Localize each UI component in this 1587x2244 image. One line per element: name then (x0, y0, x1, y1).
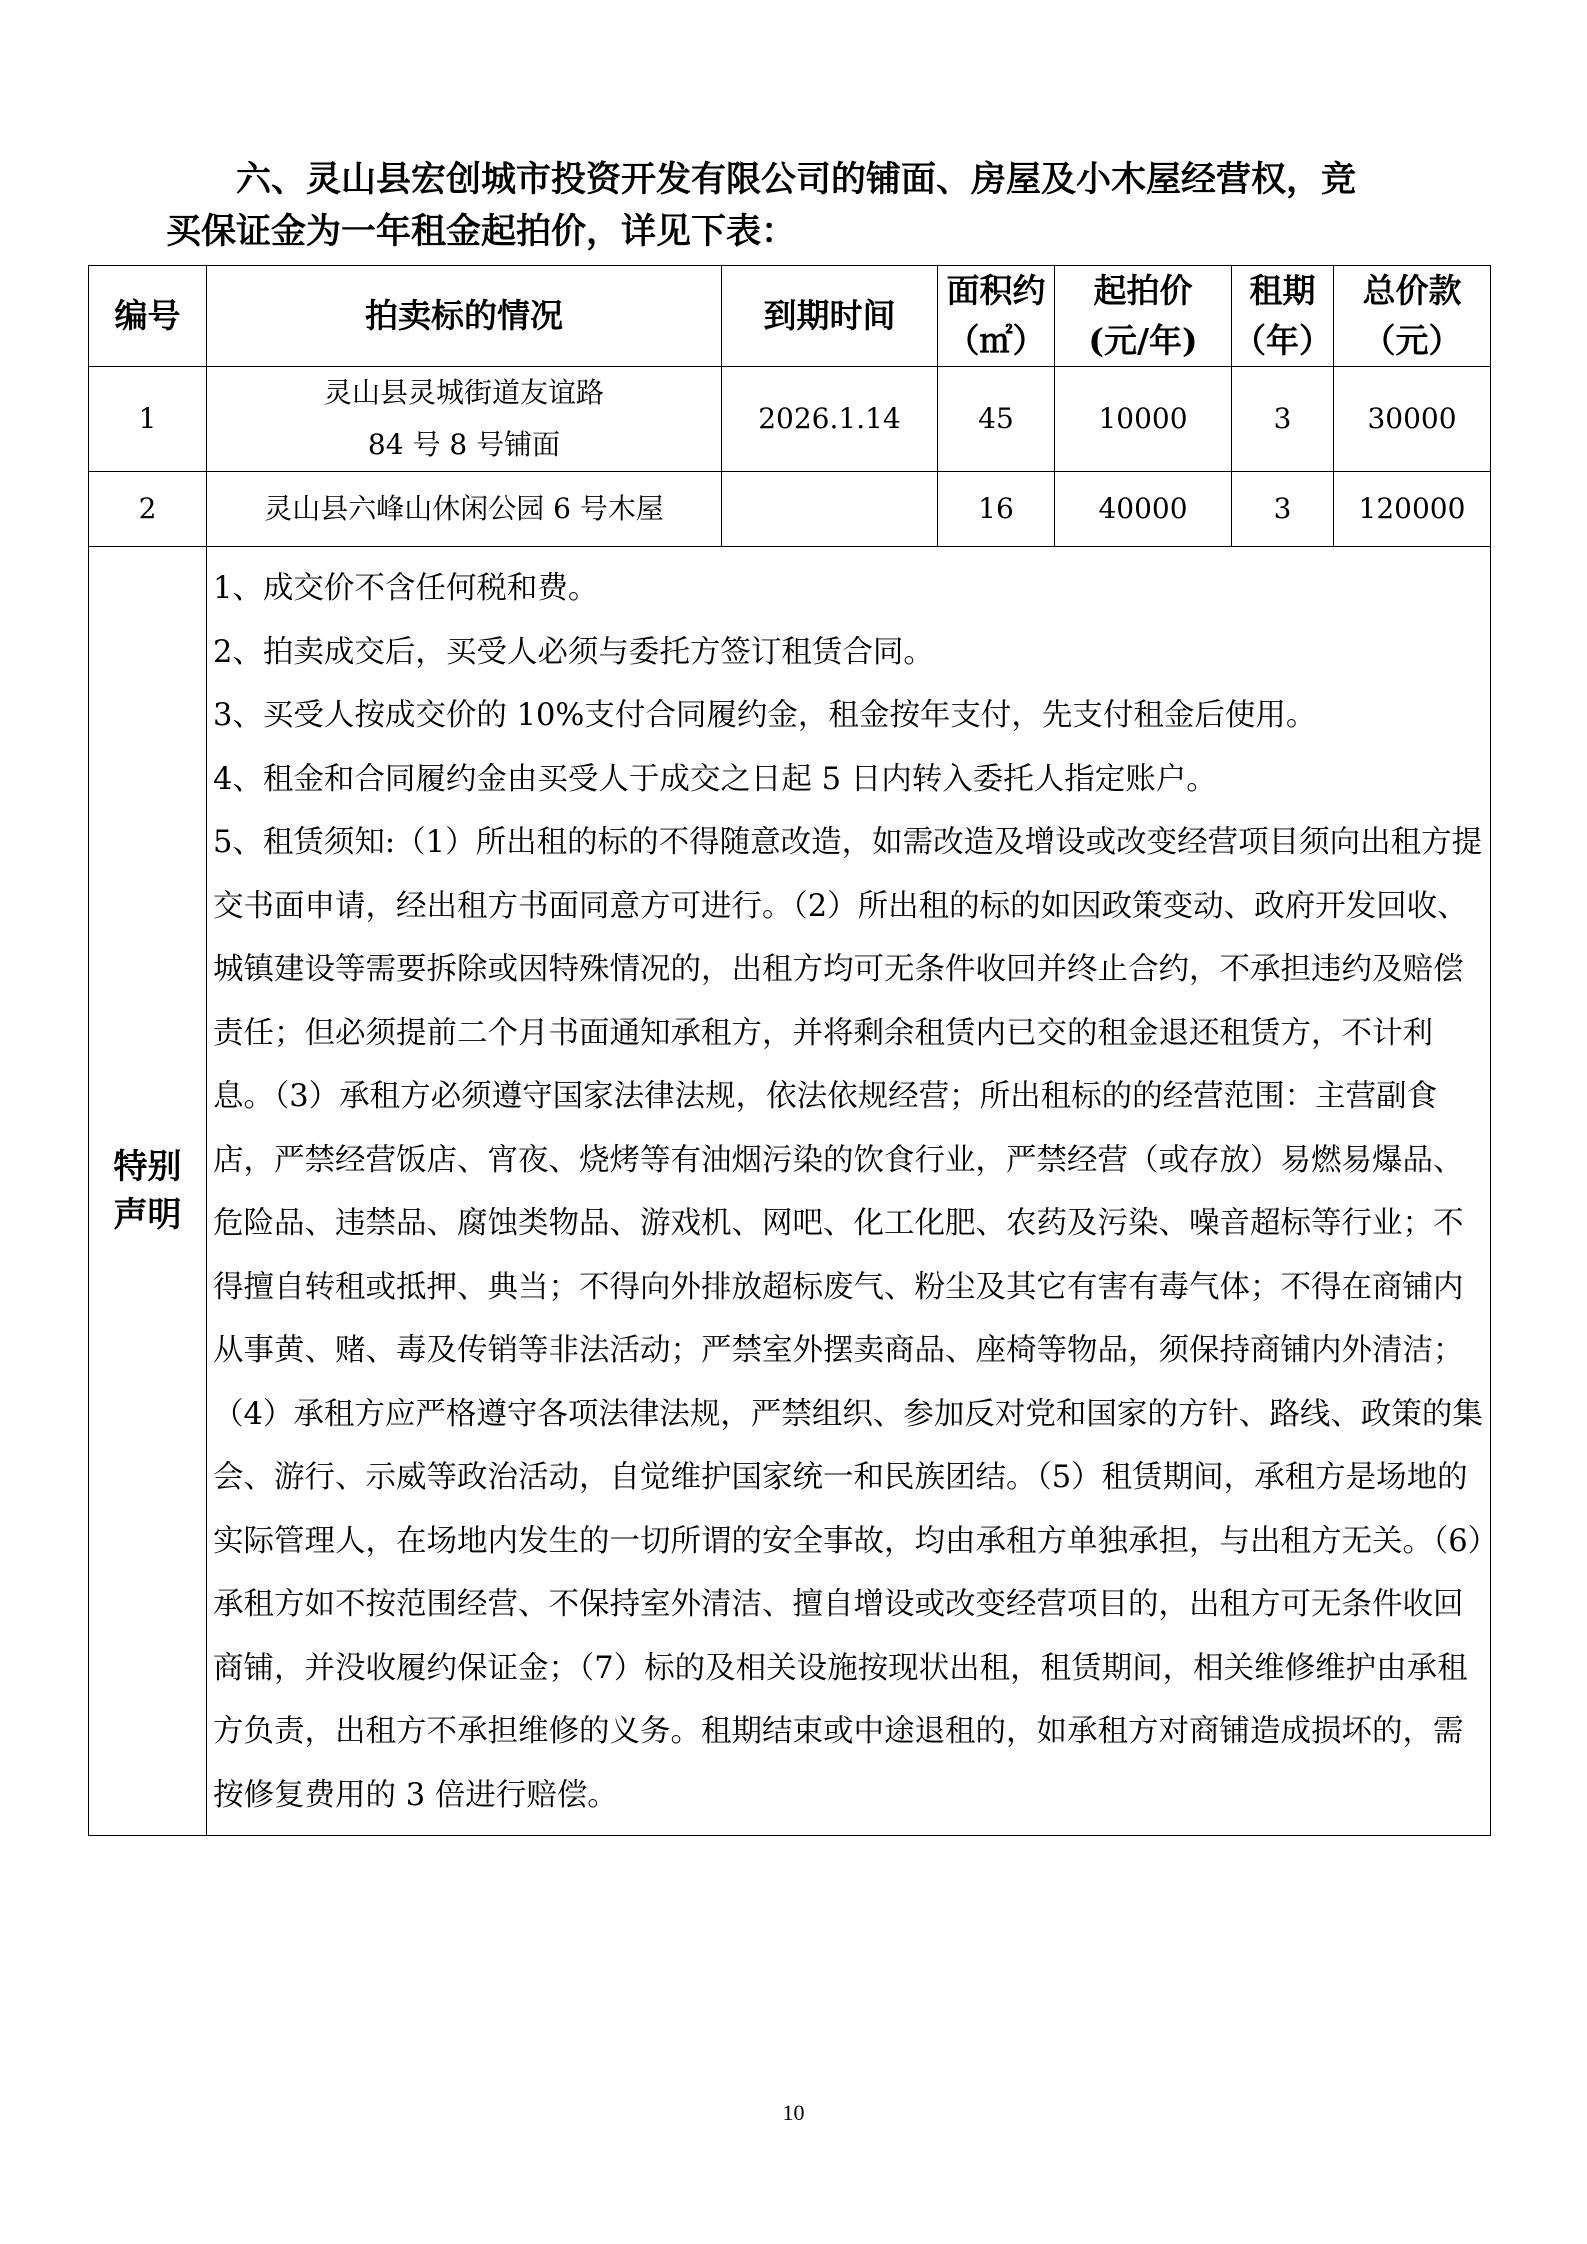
intro-paragraph (166, 152, 1506, 260)
row-start-price: 40000 (1055, 472, 1232, 547)
row-number: 2 (89, 472, 207, 547)
table-row (89, 472, 1491, 547)
header-term: 租期 （年） (1232, 266, 1334, 367)
table-row (89, 367, 1491, 472)
header-start-price: 起拍价 (元/年) (1055, 266, 1232, 367)
row-term: 3 (1232, 367, 1334, 472)
note-item: 2、拍卖成交后，买受人必须与委托方签订租赁合同。 (213, 634, 934, 670)
row-area: 16 (938, 472, 1055, 547)
row-expiry (722, 472, 938, 547)
table-header-row (89, 266, 1491, 367)
special-notes-content (207, 547, 1491, 1836)
row-number: 1 (89, 367, 207, 472)
header-total: 总价款 （元） (1334, 266, 1491, 367)
row-start-price: 10000 (1055, 367, 1232, 472)
row-term: 3 (1232, 472, 1334, 547)
page-number: 10 (782, 2100, 805, 2125)
special-notes-label: 特别 声明 (89, 547, 207, 1836)
row-description: 灵山县六峰山休闲公园 6 号木屋 (207, 472, 722, 547)
note-item: 4、租金和合同履约金由买受人于成交之日起 5 日内转入委托人指定账户。 (213, 761, 1217, 797)
header-area: 面积约 （㎡） (938, 266, 1055, 367)
auction-table (88, 265, 1491, 1836)
row-expiry: 2026.1.14 (722, 367, 938, 472)
row-total: 120000 (1334, 472, 1491, 547)
note-item: 1、成交价不含任何税和费。 (213, 571, 599, 606)
row-description: 灵山县灵城街道友谊路 84 号 8 号铺面 (207, 367, 722, 472)
note-item: 5、租赁须知:（1）所出租的标的不得随意改造，如需改造及增设或改变经营项目须向出租方提交书面申请，经出租方书面同意方可进行。（2）所出租的标的如因政策变动、政府开发回收、城镇建设等需要拆除或因特殊情况的，出租方均可无条件收回并终止合约，不承担违约及赔偿责任；但必须提前二个月书面通知承租方，并将剩余租赁内已交的租金退还租赁方，不计利息。（3）承租方必须遵守国家法律法规，依法依规经营；所出租标的的经营范围：主营副食店，严禁经营饭店、宵夜、烧烤等有油烟污染的饮食行业，严禁经营（或存放）易燃易爆品、危险品、违禁品、腐蚀类物品、游戏机、网吧、化工化肥、农药及污染、噪音超标等行业；不得擅自转租或抵押、典当；不得向外排放超标废气、粉尘及其它有害有毒气体；不得在商铺内从事黄、赌、毒及传销等非法活动；严禁室外摆卖商品、座椅等物品，须保持商铺内外清洁；（4）承租方应严格遵守各项法律法规，严禁组织、参加反对党和国家的方针、路线、政策的集会、游行、示威等政治活动，自觉维护国家统一和民族团结。（5）租赁期间，承租方是场地的实际管理人，在场地内发生的一切所谓的安全事故，均由承租方单独承担，与出租方无关。（6）承租方如不按范围经营、不保持室外清洁、擅自增设或改变经营项目的，出租方可无条件收回商铺，并没收履约保证金；（7）标的及相关设施按现状出租，租赁期间，相关维修维护由承租方负责，出租方不承担维修的义务。租期结束或中途退租的，如承租方对商铺造成损坏的，需按修复费用的 3 倍进行赔偿。 (213, 825, 1483, 1813)
header-number: 编号 (89, 266, 207, 367)
header-expiry: 到期时间 (722, 266, 938, 367)
header-item: 拍卖标的情况 (207, 266, 722, 367)
special-notes-row (89, 547, 1491, 1836)
intro-line-2: 买保证金为一年租金起拍价，详见下表： (166, 211, 797, 252)
intro-line-1: 六、灵山县宏创城市投资开发有限公司的铺面、房屋及小木屋经营权，竞 (236, 159, 1357, 200)
note-item: 3、买受人按成交价的 10%支付合同履约金，租金按年支付，先支付租金后使用。 (213, 698, 1317, 733)
row-total: 30000 (1334, 367, 1491, 472)
row-area: 45 (938, 367, 1055, 472)
